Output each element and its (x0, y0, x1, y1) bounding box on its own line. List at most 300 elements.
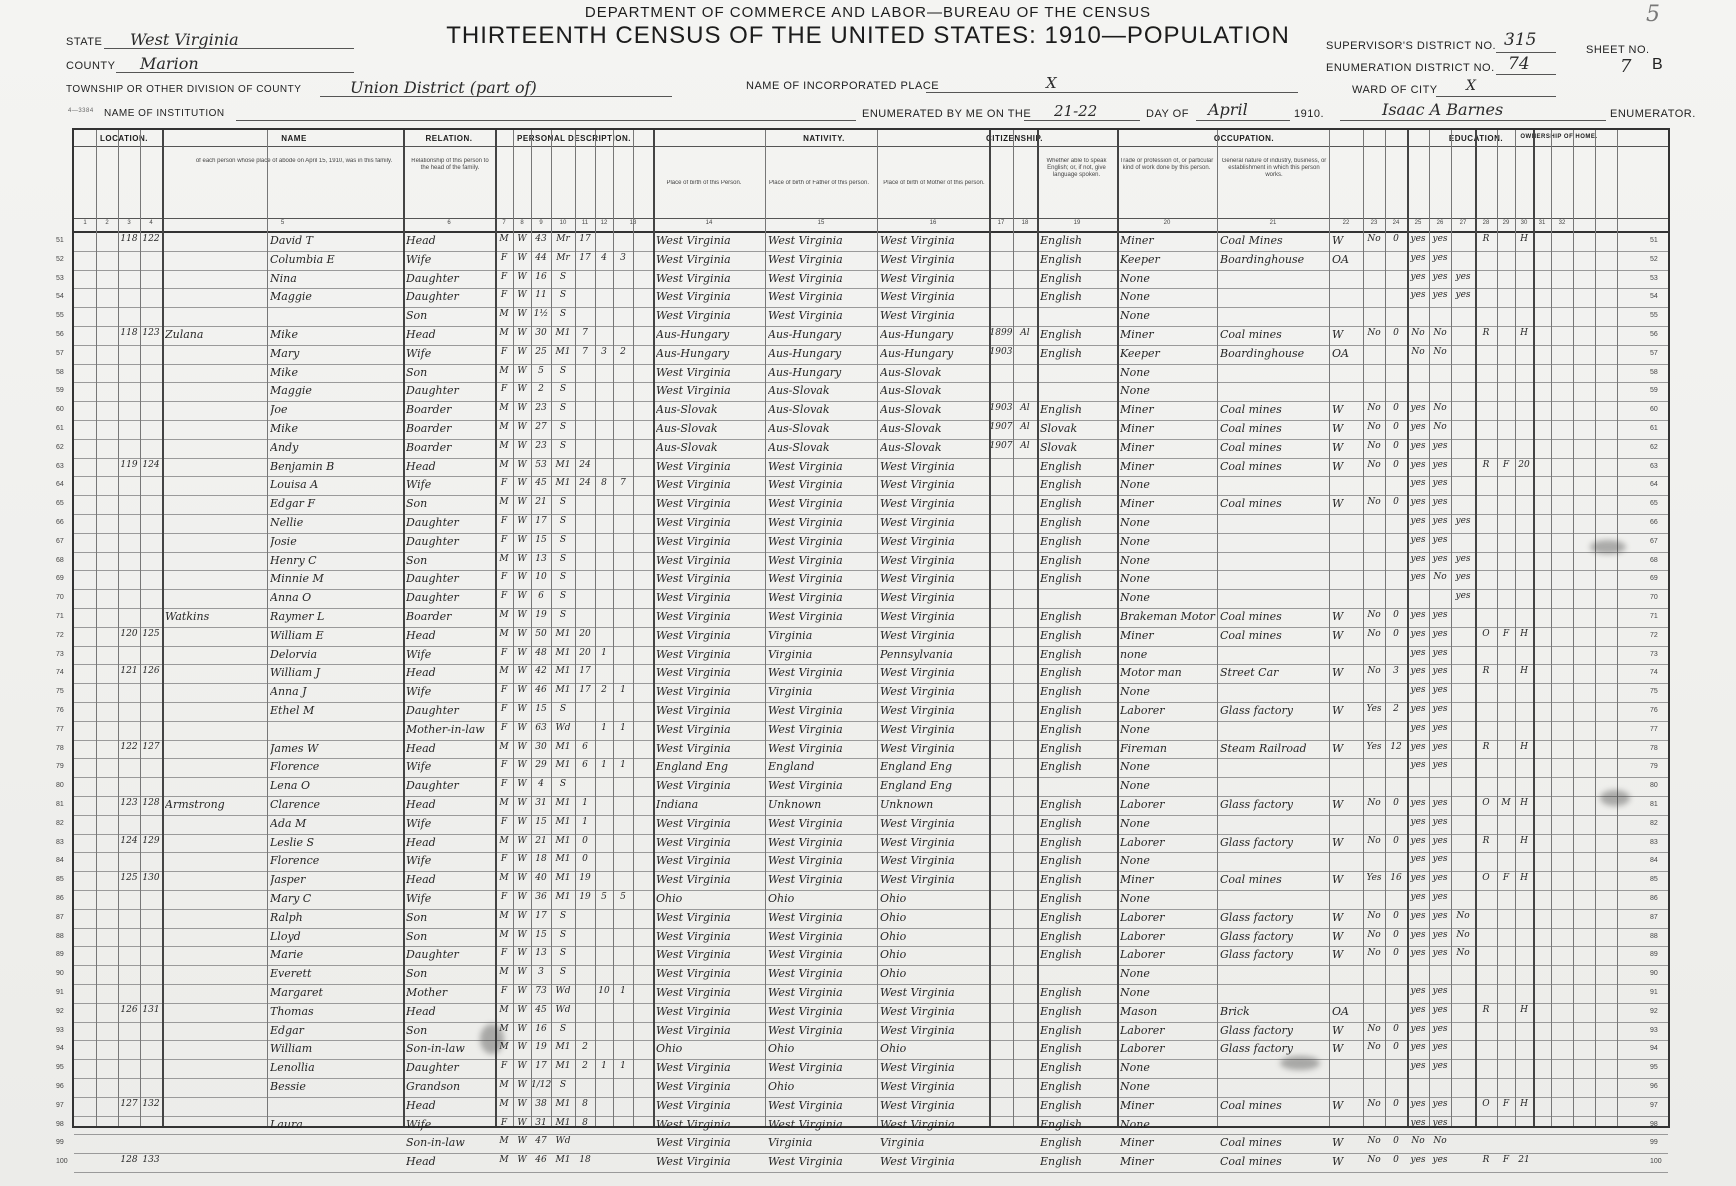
cell-age: 15 (535, 816, 547, 827)
column-number: 7 (502, 220, 506, 226)
cell-sex: M (499, 234, 509, 244)
cell-mbp: West Virginia (880, 271, 955, 285)
cell-bp: West Virginia (656, 534, 731, 548)
cell-bp: West Virginia (656, 628, 731, 642)
cell-ms: S (559, 271, 567, 282)
cell-age: 47 (535, 1136, 547, 1147)
cell-sex: M (499, 910, 509, 921)
cell-ind: Glass factory (1220, 929, 1293, 943)
cell-age: 21 (535, 497, 547, 508)
cell-rel: Head (406, 1155, 436, 1169)
cell-write: yes (1432, 1004, 1448, 1015)
cell-ms: S (559, 704, 567, 714)
cell-read: yes (1410, 1023, 1426, 1034)
cell-sex: F (500, 478, 508, 489)
cell-emp: W (1332, 422, 1344, 435)
column-number: 10 (559, 220, 567, 226)
cell-yrs: 17 (579, 666, 591, 677)
cell-ch2: 1 (620, 722, 626, 733)
cell-trade: None (1120, 816, 1150, 830)
cell-fbp: West Virginia (768, 722, 843, 736)
cell-age: 1½ (533, 309, 549, 320)
line-number-left: 62 (56, 443, 64, 451)
column-rule (1117, 130, 1119, 1126)
cell-yrs: 0 (582, 835, 588, 846)
cell-age: 48 (535, 647, 547, 658)
column-rule (403, 130, 405, 1126)
cell-fam: 122 (142, 234, 160, 244)
column-number: 14 (705, 220, 713, 226)
cell-ms: M1 (555, 892, 571, 902)
cell-age: 73 (535, 986, 547, 996)
cell-write: No (1433, 346, 1447, 357)
cell-wks: 16 (1390, 873, 1402, 884)
cell-race: W (517, 967, 527, 978)
cell-wks: 2 (1393, 704, 1399, 714)
cell-wks: 3 (1393, 666, 1399, 677)
line-number-left: 51 (56, 237, 64, 244)
cell-given: Andy (270, 440, 299, 454)
cell-rel: Son (406, 309, 428, 323)
cell-rel: Head (406, 1098, 436, 1112)
line-number-right: 90 (1650, 970, 1658, 978)
state-label: STATE (66, 36, 103, 48)
cell-read: yes (1410, 986, 1426, 996)
cell-nat: Al (1020, 403, 1030, 414)
cell-fbp: West Virginia (768, 666, 843, 680)
cell-trade: Keeper (1120, 252, 1160, 266)
cell-read: yes (1410, 422, 1426, 432)
incorporated-label: NAME OF INCORPORATED PLACE (746, 80, 940, 92)
cell-emp: W (1332, 459, 1344, 473)
cell-read: yes (1410, 1098, 1426, 1109)
cell-bp: West Virginia (656, 459, 731, 473)
line-number-left: 94 (56, 1045, 64, 1053)
cell-ms: M1 (555, 760, 571, 771)
cell-write: No (1433, 1136, 1447, 1147)
cell-bp: West Virginia (656, 553, 731, 567)
line-number-left: 78 (56, 744, 64, 752)
cell-ch1: 1 (601, 722, 607, 733)
cell-given: Thomas (270, 1004, 314, 1018)
cell-ind: Coal Mines (1220, 234, 1283, 247)
cell-write: No (1433, 422, 1447, 432)
cell-wks: 0 (1393, 835, 1399, 846)
cell-wks: 0 (1393, 440, 1399, 451)
cell-bp: West Virginia (656, 271, 731, 285)
cell-unemp: No (1367, 234, 1381, 244)
cell-ch2: 1 (620, 685, 626, 696)
cell-unemp: No (1367, 628, 1381, 639)
cell-lang: English (1040, 798, 1082, 811)
cell-fbp: Virginia (768, 1136, 813, 1150)
cell-trade: None (1120, 534, 1150, 548)
cell-ms: S (559, 610, 567, 620)
column-rule (633, 130, 634, 1126)
cell-rel: Son (406, 929, 428, 943)
cell-bp: West Virginia (656, 779, 731, 793)
cell-mbp: Virginia (880, 1136, 925, 1150)
cell-write: yes (1432, 440, 1448, 451)
cell-rel: Head (406, 741, 436, 755)
line-number-left: 74 (56, 669, 64, 677)
cell-lang: English (1040, 553, 1082, 567)
cell-fbp: Aus-Slovak (768, 440, 830, 454)
enumerator-name: Isaac A Barnes (1382, 100, 1504, 119)
line-number-right: 69 (1650, 575, 1658, 583)
cell-ms: S (559, 929, 567, 940)
cell-write: yes (1432, 459, 1448, 470)
cell-ms: S (559, 440, 567, 451)
cell-race: W (517, 328, 527, 338)
column-rule (1329, 130, 1330, 1126)
cell-race: W (517, 365, 527, 376)
cell-ch2: 1 (620, 760, 626, 771)
column-rule (1451, 130, 1452, 1126)
cell-sex: F (500, 271, 508, 282)
cell-race: W (517, 741, 527, 752)
cell-yrs: 0 (582, 854, 588, 865)
cell-write: yes (1432, 929, 1448, 940)
cell-fbp: West Virginia (768, 290, 843, 304)
cell-own: R (1482, 741, 1490, 752)
cell-sex: F (500, 704, 508, 714)
cell-yrs: 17 (579, 685, 591, 696)
cell-ms: M1 (555, 346, 571, 357)
cell-race: W (517, 290, 527, 301)
cell-ind: Coal mines (1220, 873, 1282, 887)
cell-write: yes (1432, 534, 1448, 545)
cell-own: R (1482, 835, 1490, 846)
cell-write: yes (1432, 290, 1448, 301)
cell-write: yes (1432, 478, 1448, 489)
cell-fbp: Virginia (768, 647, 813, 661)
line-number-right: 73 (1650, 650, 1658, 658)
cell-ind: Street Car (1220, 666, 1279, 680)
cell-age: 45 (535, 478, 547, 489)
line-number-left: 97 (56, 1101, 64, 1109)
cell-fbp: Ohio (768, 892, 795, 905)
cell-bp: West Virginia (656, 647, 731, 661)
cell-bp: West Virginia (656, 835, 731, 849)
column-rule (1595, 130, 1596, 1126)
cell-rel: Head (406, 628, 436, 642)
cell-lang: English (1040, 704, 1082, 717)
cell-ms: M1 (555, 854, 571, 865)
column-rule (96, 130, 97, 1126)
cell-farm: 20 (1518, 459, 1530, 470)
cell-unemp: No (1367, 666, 1381, 677)
cell-mbp: West Virginia (880, 1117, 955, 1131)
line-number-left: 61 (56, 425, 64, 432)
column-number: 26 (1436, 220, 1444, 226)
cell-ind: Coal mines (1220, 422, 1282, 435)
line-number-left: 82 (56, 819, 64, 827)
line-number-left: 58 (56, 368, 64, 376)
cell-ch1: 4 (601, 252, 607, 263)
cell-farm: 21 (1518, 1155, 1530, 1166)
county-label: COUNTY (66, 60, 116, 72)
cell-given: Laura (270, 1117, 303, 1131)
enumeration-value: 74 (1508, 54, 1530, 74)
cell-ms: S (559, 309, 567, 320)
cell-emp: W (1332, 666, 1344, 680)
cell-farm: H (1520, 1004, 1528, 1015)
cell-sex: M (499, 553, 509, 564)
cell-mbp: West Virginia (880, 1061, 955, 1075)
column-number: 32 (1558, 220, 1566, 226)
cell-mbp: West Virginia (880, 309, 955, 323)
cell-ms: M1 (555, 1061, 571, 1072)
cell-age: 36 (535, 892, 547, 902)
cell-ms: S (559, 1023, 567, 1034)
cell-read: yes (1410, 610, 1426, 620)
cell-bp: West Virginia (656, 290, 731, 304)
cell-bp: Ohio (656, 1042, 683, 1056)
cell-ind: Coal mines (1220, 610, 1282, 623)
cell-read: yes (1410, 403, 1426, 414)
cell-bp: England Eng (656, 760, 729, 774)
cell-wks: 0 (1393, 628, 1399, 639)
ink-smudge (1600, 790, 1630, 806)
cell-ch2: 7 (620, 478, 626, 489)
cell-read: yes (1410, 234, 1426, 244)
cell-race: W (517, 929, 527, 940)
cell-fbp: West Virginia (768, 1061, 843, 1075)
cell-fbp: Virginia (768, 628, 813, 642)
line-number-left: 92 (56, 1007, 64, 1015)
line-number-right: 76 (1650, 707, 1658, 714)
column-rule (1533, 130, 1535, 1126)
cell-emp: W (1332, 929, 1344, 943)
cell-unemp: Yes (1366, 741, 1382, 752)
cell-age: 19 (535, 1042, 547, 1053)
cell-yrs: 2 (582, 1042, 588, 1053)
cell-free: F (1502, 459, 1510, 470)
cell-farm: H (1520, 328, 1528, 338)
cell-lang: English (1040, 516, 1082, 529)
cell-rel: Daughter (406, 591, 459, 605)
month-value: April (1208, 100, 1248, 119)
cell-race: W (517, 816, 527, 827)
cell-own: R (1482, 1155, 1490, 1166)
cell-emp: W (1332, 1155, 1344, 1169)
cell-lang: English (1040, 910, 1082, 924)
cell-emp: W (1332, 741, 1344, 755)
cell-fbp: Ohio (768, 1042, 795, 1056)
cell-farm: H (1520, 873, 1528, 884)
cell-rel: Head (406, 234, 436, 247)
cell-given: Clarence (270, 798, 321, 811)
cell-age: 30 (535, 328, 547, 338)
cell-age: 50 (535, 628, 547, 639)
cell-given: Florence (270, 760, 320, 774)
cell-fbp: West Virginia (768, 591, 843, 605)
cell-fbp: Aus-Hungary (768, 346, 842, 360)
line-number-right: 99 (1650, 1139, 1658, 1147)
cell-bp: West Virginia (656, 1004, 731, 1018)
cell-ind: Coal mines (1220, 1136, 1282, 1150)
cell-rel: Son (406, 497, 428, 511)
cell-rel: Head (406, 328, 436, 341)
cell-sex: F (500, 760, 508, 771)
cell-bp: West Virginia (656, 1098, 731, 1112)
cell-fbp: West Virginia (768, 1117, 843, 1131)
line-number-left: 76 (56, 707, 64, 714)
cell-age: 38 (535, 1098, 547, 1109)
cell-trade: Laborer (1120, 1042, 1165, 1056)
cell-emp: W (1332, 1136, 1344, 1150)
cell-lang: English (1040, 497, 1082, 511)
cell-read: yes (1410, 873, 1426, 884)
cell-sex: F (500, 534, 508, 545)
cell-race: W (517, 685, 527, 696)
cell-read: yes (1410, 497, 1426, 508)
cell-emp: W (1332, 910, 1344, 924)
cell-yrs: 20 (579, 647, 591, 658)
column-number: 22 (1342, 220, 1350, 226)
cell-race: W (517, 647, 527, 658)
cell-write: yes (1432, 516, 1448, 526)
cell-mbp: West Virginia (880, 741, 955, 755)
cell-sex: F (500, 290, 508, 301)
cell-write: yes (1432, 892, 1448, 902)
cell-age: 45 (535, 1004, 547, 1015)
cell-trade: Miner (1120, 1136, 1154, 1150)
cell-sex: M (499, 1098, 509, 1109)
ward-label: WARD OF CITY (1352, 84, 1438, 96)
cell-lang: English (1040, 722, 1082, 736)
cell-rel: Wife (406, 854, 432, 868)
cell-trade: Miner (1120, 403, 1154, 417)
cell-bp: West Virginia (656, 234, 731, 247)
line-number-left: 71 (56, 613, 64, 620)
line-number-right: 77 (1650, 725, 1658, 733)
line-number-right: 64 (1650, 481, 1658, 489)
group-nativity: NATIVITY. (803, 134, 845, 143)
cell-trade: None (1120, 591, 1150, 605)
cell-read: yes (1410, 704, 1426, 714)
cell-wks: 0 (1393, 422, 1399, 432)
cell-mbp: Ohio (880, 929, 907, 943)
line-number-left: 66 (56, 519, 64, 526)
cell-yrs: 19 (579, 873, 591, 884)
cell-mbp: West Virginia (880, 986, 955, 999)
cell-sex: F (500, 384, 508, 395)
cell-given: Josie (270, 534, 297, 548)
cell-read: yes (1410, 647, 1426, 658)
cell-fbp: West Virginia (768, 1155, 843, 1169)
cell-given: Louisa A (270, 478, 319, 492)
line-number-left: 69 (56, 575, 64, 583)
cell-bp: West Virginia (656, 1080, 731, 1093)
cell-bp: West Virginia (656, 497, 731, 511)
cell-dw: 119 (120, 459, 138, 470)
cell-read: yes (1410, 892, 1426, 902)
cell-lang: Slovak (1040, 422, 1078, 435)
cell-dw: 123 (120, 798, 138, 808)
cell-rel: Head (406, 798, 436, 811)
cell-rel: Head (406, 873, 436, 887)
year-label: 1910. (1294, 108, 1325, 120)
cell-bp: West Virginia (656, 873, 731, 887)
cell-fbp: West Virginia (768, 854, 843, 868)
cell-age: 17 (535, 1061, 547, 1072)
cell-ind: Glass factory (1220, 835, 1293, 849)
cell-nat: Al (1020, 328, 1030, 338)
cell-given: Henry C (270, 553, 317, 567)
county-value: Marion (140, 54, 199, 73)
cell-read: yes (1410, 478, 1426, 489)
cell-race: W (517, 459, 527, 470)
cell-ch2: 1 (620, 1061, 626, 1072)
line-number-right: 78 (1650, 744, 1658, 752)
cell-yrs: 17 (579, 252, 591, 263)
cell-race: W (517, 798, 527, 808)
cell-farm: H (1520, 1098, 1528, 1109)
line-number-left: 59 (56, 387, 64, 395)
cell-mbp: West Virginia (880, 628, 955, 642)
cell-bp: Ohio (656, 892, 683, 905)
cell-fbp: West Virginia (768, 497, 843, 511)
line-number-left: 75 (56, 688, 64, 696)
cell-ch1: 3 (601, 346, 607, 357)
subhead-birth-father: Place of birth of Father of this person. (768, 180, 870, 186)
cell-bp: West Virginia (656, 1061, 731, 1075)
township-label: TOWNSHIP OR OTHER DIVISION OF COUNTY (66, 84, 302, 95)
cell-trade: Mason (1120, 1004, 1158, 1018)
cell-free: F (1502, 628, 1510, 639)
cell-mbp: West Virginia (880, 1098, 955, 1112)
cell-ms: S (559, 1080, 567, 1090)
enumerated-days: 21-22 (1054, 102, 1098, 120)
cell-mbp: West Virginia (880, 534, 955, 548)
line-number-right: 95 (1650, 1064, 1658, 1072)
line-number-right: 83 (1650, 838, 1658, 846)
cell-race: W (517, 760, 527, 771)
cell-bp: West Virginia (656, 722, 731, 736)
column-number: 29 (1502, 220, 1510, 226)
cell-age: 23 (535, 440, 547, 451)
cell-farm: H (1520, 798, 1528, 808)
cell-emp: W (1332, 328, 1344, 341)
cell-own: O (1482, 1098, 1490, 1109)
cell-write: yes (1432, 1117, 1448, 1128)
cell-surname: Armstrong (165, 798, 225, 811)
cell-mbp: West Virginia (880, 459, 955, 473)
cell-mbp: West Virginia (880, 1155, 955, 1169)
cell-read: yes (1410, 440, 1426, 451)
cell-read: yes (1410, 252, 1426, 263)
cell-own: R (1482, 234, 1490, 244)
cell-race: W (517, 553, 527, 564)
cell-rel: Son (406, 1023, 428, 1037)
cell-lang: English (1040, 1042, 1082, 1056)
cell-sch: yes (1455, 271, 1471, 282)
cell-trade: None (1120, 685, 1150, 699)
cell-mbp: West Virginia (880, 234, 955, 247)
cell-trade: None (1120, 1080, 1150, 1093)
ink-smudge (1280, 1056, 1320, 1070)
cell-yrs: 8 (582, 1117, 588, 1128)
cell-ms: S (559, 553, 567, 564)
cell-mbp: Aus-Hungary (880, 346, 954, 360)
cell-write: yes (1432, 553, 1448, 564)
cell-lang: English (1040, 892, 1082, 905)
cell-ms: S (559, 497, 567, 508)
cell-unemp: No (1367, 1042, 1381, 1053)
ink-smudge (480, 1024, 504, 1054)
